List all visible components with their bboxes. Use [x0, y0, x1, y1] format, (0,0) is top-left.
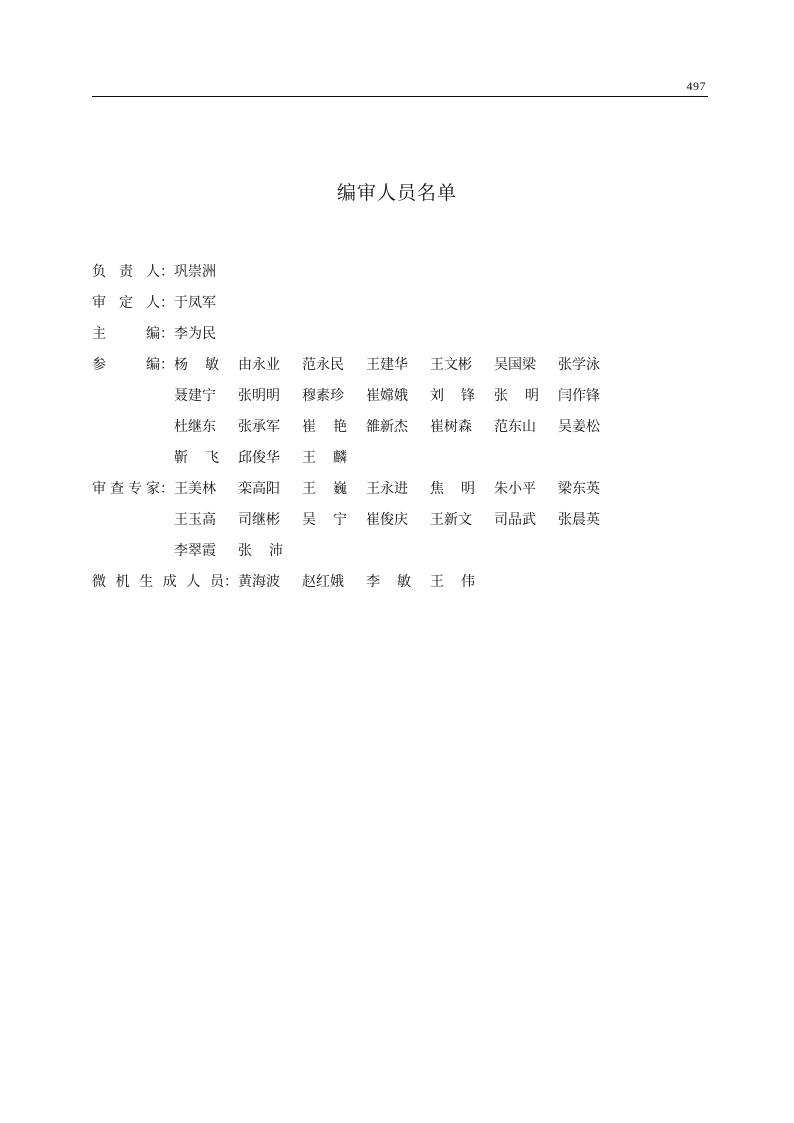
credit-names — [174, 288, 624, 319]
credit-role-char: 专 — [128, 481, 142, 497]
person-name-spaced: 焦 明 — [430, 481, 475, 497]
credit-role-char: 成 — [162, 574, 177, 590]
person-name: 崔俊庆 — [366, 512, 408, 528]
person-name: 赵红娥 — [302, 574, 344, 590]
person-name — [494, 381, 558, 412]
credit-role-char: 审 — [92, 295, 106, 311]
person-name: 栾高阳 — [238, 481, 280, 497]
credit-role-char: 编： — [146, 326, 174, 342]
person-name: 司品武 — [494, 512, 536, 528]
person-name: 吴姜松 — [558, 419, 600, 435]
credit-role-char: 审 — [92, 481, 106, 497]
credit-names — [174, 319, 624, 350]
person-name — [302, 412, 366, 443]
credit-role — [92, 288, 174, 319]
credit-role-char: 生 — [139, 574, 154, 590]
credit-role-char: 定 — [119, 295, 133, 311]
person-name: 穆素珍 — [302, 388, 344, 404]
person-name-spaced: 崔 艳 — [302, 419, 347, 435]
person-name: 朱小平 — [494, 481, 536, 497]
credit-role-char: 查 — [110, 481, 124, 497]
person-name — [302, 505, 366, 536]
person-name: 闫作锋 — [558, 388, 600, 404]
credit-role-char: 参 — [92, 357, 106, 373]
person-name: 王永进 — [366, 481, 408, 497]
person-name-spaced: 王 巍 — [302, 481, 347, 497]
credit-role-char: 责 — [119, 264, 133, 280]
person-name-spaced: 杨 敏 — [174, 357, 219, 373]
person-name: 雒新杰 — [366, 419, 408, 435]
person-name — [366, 567, 430, 598]
person-name: 由永业 — [238, 357, 280, 373]
person-name — [302, 443, 366, 474]
person-name — [430, 381, 494, 412]
credit-row — [92, 474, 712, 567]
credit-row — [92, 350, 712, 474]
person-name-spaced: 张 明 — [494, 388, 539, 404]
page-title: 编审人员名单 — [336, 182, 457, 204]
person-name: 王建华 — [366, 357, 408, 373]
credit-role-char: 员： — [209, 574, 238, 590]
credit-row — [92, 288, 712, 319]
person-name-spaced: 吴 宁 — [302, 512, 347, 528]
credit-role — [92, 257, 174, 288]
credit-role — [92, 474, 174, 505]
credit-role — [92, 319, 174, 350]
credits-list — [92, 257, 712, 598]
person-name-spaced: 张 沛 — [238, 543, 283, 559]
person-name-spaced: 靳 飞 — [174, 450, 219, 466]
person-name: 张明明 — [238, 388, 280, 404]
person-name: 崔嫦娥 — [366, 388, 408, 404]
credit-role-char: 负 — [92, 264, 106, 280]
person-name: 王文彬 — [430, 357, 472, 373]
person-name — [238, 536, 302, 567]
person-name: 王玉高 — [174, 512, 216, 528]
person-name — [174, 443, 238, 474]
person-name: 范永民 — [302, 357, 344, 373]
person-name-spaced: 刘 锋 — [430, 388, 475, 404]
credit-role-char: 人： — [146, 295, 174, 311]
page-number: 497 — [686, 79, 706, 93]
person-name — [302, 474, 366, 505]
person-name: 巩崇洲 — [174, 264, 216, 280]
person-name: 杜继东 — [174, 419, 216, 435]
credit-role-char: 家： — [146, 481, 174, 497]
credit-role-char: 主 — [92, 326, 106, 342]
person-name: 于凤军 — [174, 295, 216, 311]
person-name: 范东山 — [494, 419, 536, 435]
credit-names — [174, 350, 624, 474]
credit-role-char: 人 — [186, 574, 201, 590]
person-name: 张晨英 — [558, 512, 600, 528]
person-name: 李为民 — [174, 326, 216, 342]
person-name: 司继彬 — [238, 512, 280, 528]
credit-role — [92, 350, 174, 381]
person-name-spaced: 王 伟 — [430, 574, 475, 590]
header-rule — [92, 96, 708, 97]
person-name: 梁东英 — [558, 481, 600, 497]
person-name: 张承军 — [238, 419, 280, 435]
person-name: 李翠霞 — [174, 543, 216, 559]
person-name: 黄海波 — [238, 574, 280, 590]
person-name: 王美林 — [174, 481, 216, 497]
person-name: 吴国梁 — [494, 357, 536, 373]
credit-row — [92, 567, 712, 598]
credit-role-char: 编： — [146, 357, 174, 373]
person-name-spaced: 王 麟 — [302, 450, 347, 466]
credit-role — [92, 567, 238, 598]
person-name: 聂建宁 — [174, 388, 216, 404]
person-name: 王新文 — [430, 512, 472, 528]
person-name-spaced: 李 敏 — [366, 574, 411, 590]
credit-row — [92, 319, 712, 350]
person-name — [430, 474, 494, 505]
person-name: 崔树森 — [430, 419, 472, 435]
credit-role-char: 机 — [115, 574, 130, 590]
person-name — [174, 350, 238, 381]
person-name: 张学泳 — [558, 357, 600, 373]
credit-row — [92, 257, 712, 288]
credit-names — [238, 567, 624, 598]
credit-role-char: 人： — [146, 264, 174, 280]
person-name — [430, 567, 494, 598]
person-name: 邱俊华 — [238, 450, 280, 466]
credit-role-char: 微 — [92, 574, 106, 590]
credit-names — [174, 474, 624, 567]
credit-names — [174, 257, 624, 288]
